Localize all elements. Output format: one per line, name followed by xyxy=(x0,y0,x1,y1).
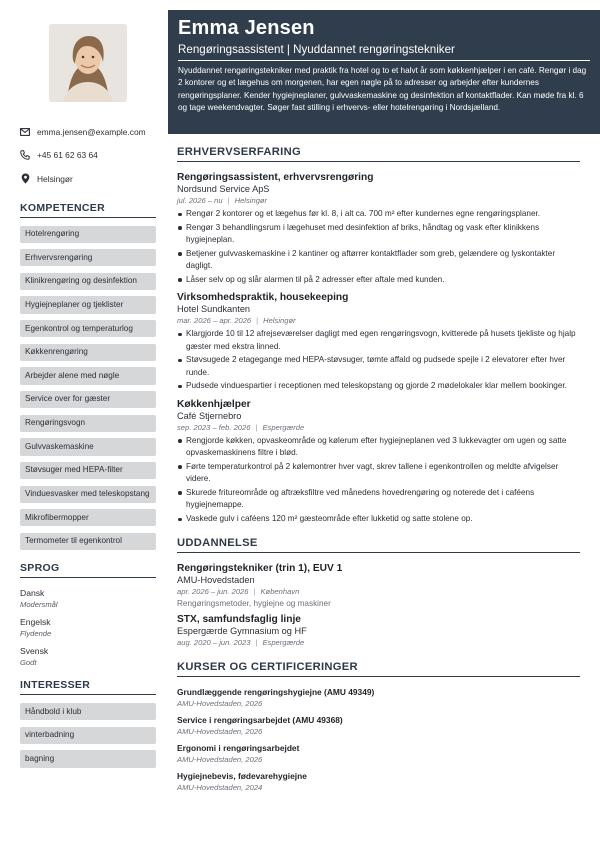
skill-tag: Termometer til egenkontrol xyxy=(20,533,156,550)
job-dates: sep. 2023 – feb. 2026 xyxy=(177,422,251,432)
skill-tag: Gulvvaskemaskine xyxy=(20,438,156,455)
education-dates: aug. 2020 – jun. 2023 xyxy=(177,638,251,648)
job-entry xyxy=(177,399,580,526)
job-title: Køkkenhjælper xyxy=(177,398,251,410)
job-company: Nordsund Service ApS xyxy=(177,184,270,194)
sidebar xyxy=(0,0,166,849)
location-text: Helsingør xyxy=(37,173,73,184)
language-item xyxy=(20,617,156,638)
contact-block xyxy=(20,120,156,191)
education-location: København xyxy=(260,587,300,597)
skill-tag: Køkkenrengøring xyxy=(20,344,156,361)
skill-tag: Støvsuger med HEPA-filter xyxy=(20,462,156,479)
job-bullet: Klargjorde 10 til 12 afrejseværelser dagligt med egen rengøringsvogn, kvitterede på husets tjekliste og hjalp gæster med ekstra linned. xyxy=(177,328,580,353)
interest-tag: bagning xyxy=(20,750,156,767)
education-school: AMU-Hovedstaden xyxy=(177,575,255,586)
header-banner xyxy=(168,10,600,134)
main-column xyxy=(166,0,600,849)
meta-separator: | xyxy=(256,316,259,326)
skills-heading: KOMPETENCER xyxy=(20,202,156,218)
language-name: Engelsk xyxy=(20,617,51,628)
language-level: Godt xyxy=(20,658,37,668)
job-company: Hotel Sundkanten xyxy=(177,304,251,315)
language-item xyxy=(20,588,156,609)
job-bullet: Skurede fritureområde og aftræksfiltre ved månedens hovedrengøring og noterede det i caféens hygiejnemappe. xyxy=(177,487,580,512)
profile-photo xyxy=(49,24,127,102)
language-name: Dansk xyxy=(20,588,45,599)
skill-tag: Vinduesvasker med teleskopstang xyxy=(20,486,156,503)
languages-heading: SPROG xyxy=(20,562,156,578)
interest-tag: vinterbadning xyxy=(20,727,156,744)
job-dates: jul. 2026 – nu xyxy=(177,196,223,205)
phone-icon xyxy=(20,150,30,160)
job-entry xyxy=(177,292,580,392)
course-meta: AMU-Hovedstaden, 2026 xyxy=(177,727,263,737)
education-school: Espergærde Gymnasium og HF xyxy=(177,626,307,637)
course-title: Service i rengøringsarbejdet (AMU 49368) xyxy=(177,715,343,726)
job-bullets xyxy=(177,208,580,286)
education-meta xyxy=(177,587,580,596)
job-bullet: Låser selv op og slår alarmen til på 2 adresser efter aftale med kunden. xyxy=(177,274,580,286)
education-location: Espergærde xyxy=(262,638,305,648)
skills-list xyxy=(20,226,156,551)
education-meta xyxy=(177,638,580,647)
courses-heading: KURSER OG CERTIFICERINGER xyxy=(177,661,580,677)
skill-tag: Service over for gæster xyxy=(20,391,156,408)
job-bullet: Rengør 3 behandlingsrum i lægehuset med desinfektion af briks, håndtag og vask efter klinikkens hygiejneplan. xyxy=(177,222,580,247)
person-role: Rengøringsassistent | Nyuddannet rengøringstekniker xyxy=(178,43,455,56)
course-title: Hygiejnebevis, fødevarehygiejne xyxy=(177,771,307,782)
job-meta xyxy=(177,316,580,325)
person-name: Emma Jensen xyxy=(178,17,315,39)
envelope-icon xyxy=(20,127,30,137)
education-dates: apr. 2026 – jun. 2026 xyxy=(177,587,249,597)
interests-list xyxy=(20,703,156,768)
education-entry xyxy=(177,563,580,608)
contact-phone[interactable] xyxy=(20,144,156,168)
job-title: Rengøringsassistent, erhvervsrengøring xyxy=(177,172,374,183)
course-title: Ergonomi i rengøringsarbejdet xyxy=(177,743,300,754)
job-bullet: Støvsugede 2 etagegange med HEPA-støvsuger, tømte affald og pudsede spejle i 2 elevatorer efter hver runde. xyxy=(177,354,580,379)
languages-list xyxy=(20,588,156,667)
profile-summary: Nyuddannet rengøringstekniker med praktik fra hotel og to et halvt år som køkkenhjælper i en café. Rengør i dag 2 kontorer og et lægehus om morgenen, har egen nøgle på to adresser og arbejder efter kundernes rengøringsplaner. Kender hygiejneplaner, gulvvaskemaskine og desinfektion af kontaktflader. Kan møde fra kl. 6 og tage weekendvagter. Søger fast stilling i erhvervs- eller hotelrengøring i Nordsjælland. xyxy=(178,66,587,112)
main-content xyxy=(177,146,580,799)
interest-tag: Håndbold i klub xyxy=(20,703,156,720)
job-entry xyxy=(177,172,580,286)
job-bullet: Vaskede gulv i caféens 120 m² gæsteområde efter lukketid og satte stolene op. xyxy=(177,513,580,525)
course-entry xyxy=(177,715,580,736)
job-title: Virksomhedspraktik, housekeeping xyxy=(177,292,349,304)
language-item xyxy=(20,646,156,667)
job-location: Helsingør xyxy=(234,196,268,205)
language-name: Svensk xyxy=(20,646,49,657)
job-location: Helsingør xyxy=(263,316,296,326)
job-location: Espergærde xyxy=(262,422,305,432)
phone-text: +45 61 62 63 64 xyxy=(37,150,98,161)
course-entry xyxy=(177,771,580,792)
skill-tag: Egenkontrol og temperaturlog xyxy=(20,320,156,337)
education-heading: UDDANNELSE xyxy=(177,537,580,553)
course-meta: AMU-Hovedstaden, 2026 xyxy=(177,755,263,765)
education-note: Rengøringsmetoder, hygiejne og maskiner xyxy=(177,599,331,609)
skill-tag: Hotelrengøring xyxy=(20,226,156,243)
job-bullet: Førte temperaturkontrol på 2 kølemontrer hver vagt, skrev tallene i egenkontrollen og meldte afvigelser videre. xyxy=(177,461,580,486)
interests-heading: INTERESSER xyxy=(20,679,156,695)
job-meta xyxy=(177,196,580,205)
skill-tag: Mikrofibermopper xyxy=(20,509,156,526)
meta-separator: | xyxy=(255,638,258,648)
course-entry xyxy=(177,687,580,708)
language-level: Flydende xyxy=(20,629,52,639)
job-meta xyxy=(177,423,580,432)
skill-tag: Rengøringsvogn xyxy=(20,415,156,432)
job-dates: mar. 2026 – apr. 2026 xyxy=(177,316,252,326)
course-meta: AMU-Hovedstaden, 2024 xyxy=(177,783,263,793)
location-pin-icon xyxy=(20,174,30,184)
education-entry xyxy=(177,614,580,647)
course-meta: AMU-Hovedstaden, 2026 xyxy=(177,699,263,709)
education-title: Rengøringstekniker (trin 1), EUV 1 xyxy=(177,563,343,575)
header-divider xyxy=(178,60,590,61)
job-bullet: Rengjorde køkken, opvaskeområde og kølerum efter hygiejneplanen ved 3 lukkevagter om ugen og satte opvaskemaskinens filtre i blød. xyxy=(177,435,580,460)
course-entry xyxy=(177,743,580,764)
job-company: Café Stjernebro xyxy=(177,410,242,421)
job-bullet: Betjener gulvvaskemaskine i 2 kantiner og aftørrer kontaktflader som greb, gelændere og lyskontakter dagligt. xyxy=(177,248,580,273)
skill-tag: Klinikrengøring og desinfektion xyxy=(20,273,156,290)
contact-email[interactable] xyxy=(20,120,156,144)
job-bullets xyxy=(177,435,580,526)
meta-separator: | xyxy=(253,587,256,597)
education-title: STX, samfundsfaglig linje xyxy=(177,614,301,626)
contact-location xyxy=(20,167,156,191)
meta-separator: | xyxy=(227,196,230,205)
skill-tag: Hygiejneplaner og tjeklister xyxy=(20,296,156,313)
course-title: Grundlæggende rengøringshygiejne (AMU 49349) xyxy=(177,687,375,698)
meta-separator: | xyxy=(255,422,258,432)
job-bullet: Pudsede vinduespartier i receptionen med teleskopstang og gjorde 2 mødelokaler klar mellem bookinger. xyxy=(177,380,580,392)
skill-tag: Arbejder alene med nøgle xyxy=(20,367,156,384)
email-text: emma.jensen@example.com xyxy=(37,126,146,137)
experience-heading: ERHVERVSERFARING xyxy=(177,146,580,162)
skill-tag: Erhvervsrengøring xyxy=(20,249,156,266)
job-bullets xyxy=(177,328,580,392)
language-level: Modersmål xyxy=(20,600,58,610)
job-bullet: Rengør 2 kontorer og et lægehus før kl. 8, i alt ca. 700 m² efter kundernes egne rengøringsplaner. xyxy=(177,208,580,220)
